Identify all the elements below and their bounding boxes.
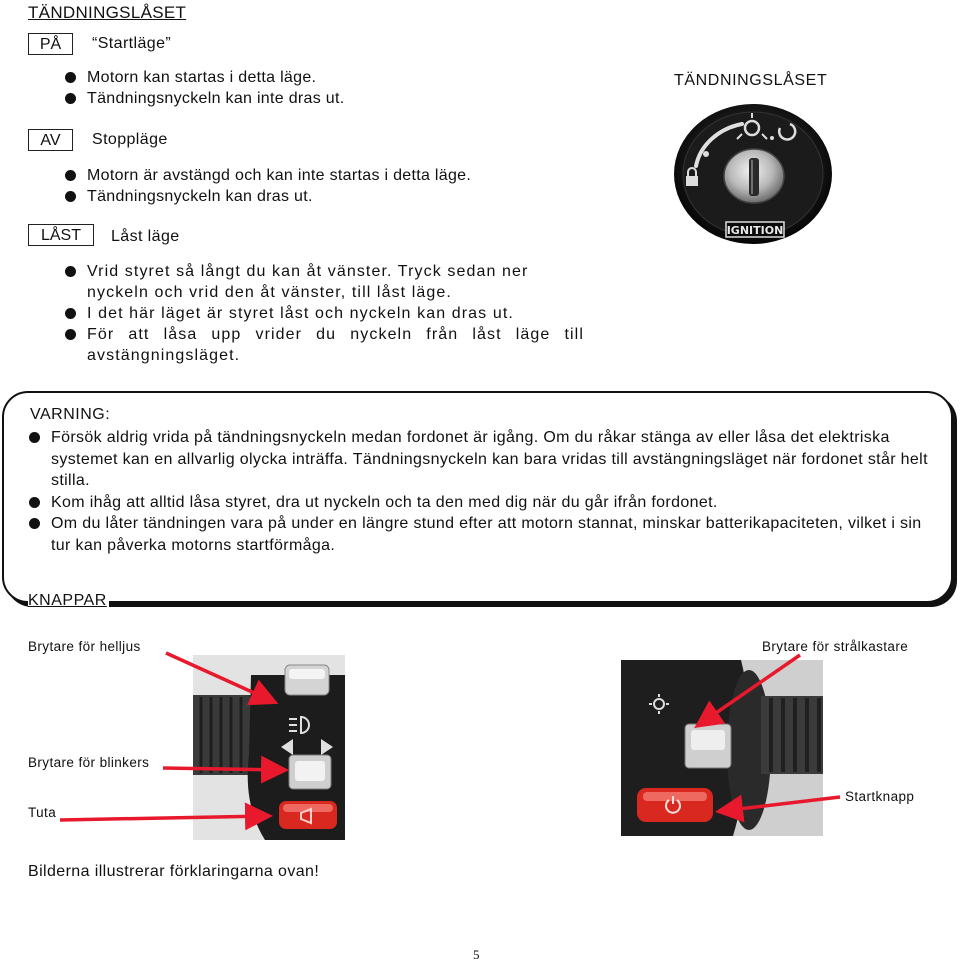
footer-note: Bilderna illustrerar förklaringarna ovan! bbox=[28, 863, 320, 880]
label-start: Startknapp bbox=[845, 789, 915, 804]
arrow-spotlight bbox=[700, 655, 800, 724]
buttons-section-title: KNAPPAR bbox=[28, 592, 107, 609]
mode-off-box: AV bbox=[28, 129, 73, 151]
mode-lock-box: LÅST bbox=[28, 224, 94, 246]
label-horn: Tuta bbox=[28, 805, 57, 820]
list-item: I det här läget är styret låst och nyckeln kan dras ut. bbox=[64, 303, 584, 324]
list-item: Kom ihåg att alltid låsa styret, dra ut nyckeln och ta den med dig när du går ifrån fordonet. bbox=[28, 492, 928, 514]
list-item: Om du låter tändningen vara på under en längre stund efter att motorn stannat, minskar batterikapaciteten, vilket i sin tur kan påverka motorns startförmåga. bbox=[28, 513, 928, 556]
label-headlight: Brytare för helljus bbox=[28, 639, 141, 654]
ignition-brand: IGNITION bbox=[726, 224, 784, 237]
list-item: För att låsa upp vrider du nyckeln från låst läge till avstängningsläget. bbox=[64, 324, 584, 366]
list-item: Motorn kan startas i detta läge. bbox=[64, 67, 584, 88]
arrow-start bbox=[722, 797, 840, 811]
mode-on-label: “Startläge” bbox=[92, 35, 172, 52]
arrow-headlight bbox=[166, 653, 272, 701]
ignition-caption: TÄNDNINGSLÅSET bbox=[674, 72, 828, 89]
mode-on-box: PÅ bbox=[28, 33, 73, 55]
list-item: Motorn är avstängd och kan inte startas i detta läge. bbox=[64, 165, 604, 186]
label-spotlight: Brytare för strålkastare bbox=[762, 639, 909, 654]
list-item: Tändningsnyckeln kan inte dras ut. bbox=[64, 88, 584, 109]
list-item: Tändningsnyckeln kan dras ut. bbox=[64, 186, 604, 207]
page-number: 5 bbox=[473, 947, 480, 962]
section-title: TÄNDNINGSLÅSET bbox=[28, 3, 187, 22]
list-item: Försök aldrig vrida på tändningsnyckeln medan fordonet är igång. Om du råkar stänga av eller låsa det elektriska systemet kan en allvarlig olycka inträffa. Tändningsnyckeln kan bara vridas till avstängningsläget när fordonet står helt stilla. bbox=[28, 427, 928, 492]
mode-lock-label: Låst läge bbox=[111, 228, 180, 245]
list-item: Vrid styret så långt du kan åt vänster. Tryck sedan ner nyckeln och vrid den åt vänster, till låst läge. bbox=[64, 261, 584, 303]
warning-title: VARNING: bbox=[30, 406, 111, 423]
arrow-indicator bbox=[163, 768, 282, 770]
arrow-horn bbox=[60, 816, 266, 820]
label-indicator: Brytare för blinkers bbox=[28, 755, 150, 770]
mode-off-label: Stoppläge bbox=[92, 131, 168, 148]
